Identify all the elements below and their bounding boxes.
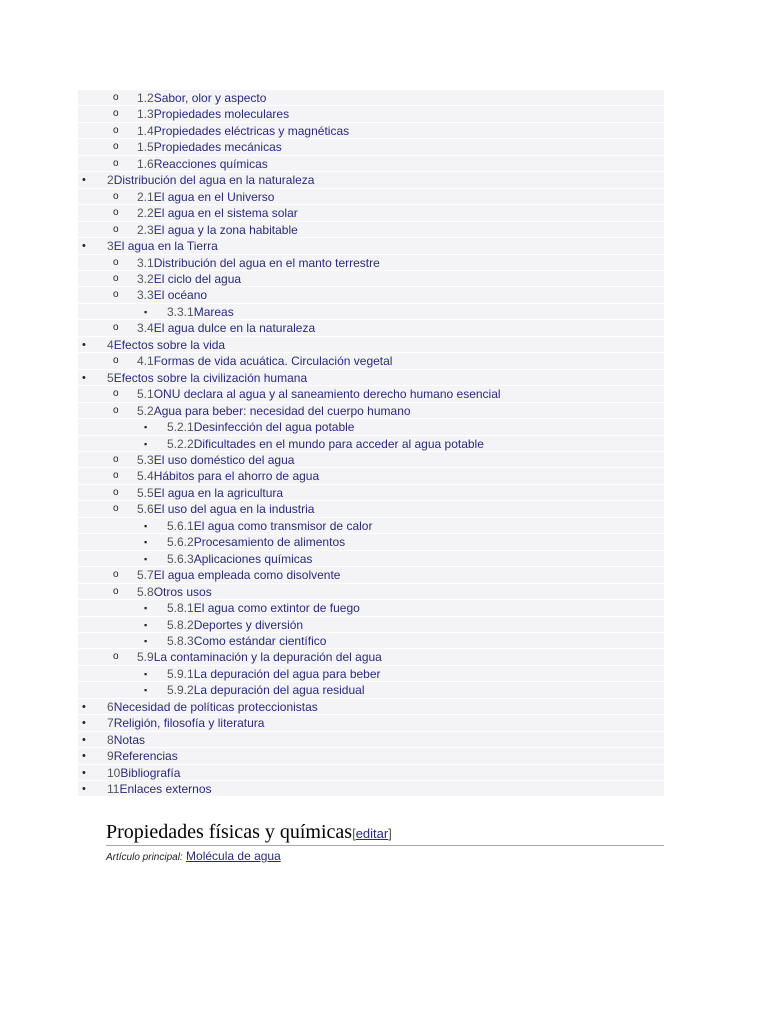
toc-item[interactable] [78,106,664,122]
toc-link[interactable] [137,189,274,205]
toc-link[interactable] [137,649,382,665]
toc-number: 5.8 [137,584,154,599]
toc-text: Religión, filosofía y literatura [113,716,265,731]
list-bullet-icon: o [113,585,119,597]
toc-link[interactable] [137,501,314,517]
toc-number: 5.2 [137,403,154,418]
toc-number: 1.5 [137,140,154,155]
list-bullet-icon: o [113,404,119,416]
toc-item[interactable] [78,139,664,155]
list-bullet-icon: ▪ [144,553,148,564]
toc-item[interactable] [78,222,664,238]
toc-link[interactable] [167,304,234,320]
toc-item[interactable] [78,189,664,205]
list-bullet-icon: • [82,371,86,384]
toc-number: 5.3 [137,452,154,467]
toc-item[interactable] [78,699,664,715]
main-article-link[interactable]: Molécula de agua [186,849,281,863]
toc-link[interactable] [107,765,180,781]
toc-item[interactable] [78,90,664,106]
toc-item[interactable] [78,238,664,254]
toc-number: 3.3.1 [167,304,194,319]
toc-text: Aplicaciones químicas [193,551,313,566]
toc-number: 5.8.1 [167,601,194,616]
toc-text: El agua en el sistema solar [153,206,298,221]
toc-link[interactable] [107,781,212,797]
list-bullet-icon: o [113,569,119,581]
toc-link[interactable] [137,255,380,271]
toc-text: Otros usos [153,584,212,599]
list-bullet-icon: o [113,190,119,202]
toc-text: El uso del agua en la industria [153,502,315,517]
toc-link[interactable] [167,518,372,534]
toc-link[interactable] [137,222,298,238]
toc-text: El agua en la agricultura [153,485,284,500]
list-bullet-icon: • [82,717,86,730]
toc-link[interactable] [137,271,241,287]
toc-text: Sabor, olor y aspecto [153,91,267,105]
list-bullet-icon: • [82,766,86,779]
list-bullet-icon: • [82,174,86,187]
list-bullet-icon: ▪ [144,306,148,317]
toc-text: El agua y la zona habitable [153,222,298,237]
toc-link[interactable] [137,452,294,468]
toc-number: 2.2 [137,206,154,221]
toc-number: 3.1 [137,255,154,270]
toc-item[interactable] [78,337,664,353]
toc-text: Agua para beber: necesidad del cuerpo humano [153,403,411,418]
toc-text: Necesidad de políticas proteccionistas [113,699,318,714]
list-bullet-icon: o [113,141,119,153]
toc-number: 1.4 [137,123,154,138]
toc-text: Distribución del agua en el manto terrestre [153,255,380,270]
toc-link[interactable] [137,468,319,484]
toc-text: Efectos sobre la civilización humana [113,370,308,385]
toc-number: 5.6 [137,502,154,517]
list-bullet-icon: • [82,700,86,713]
toc-number: 5.4 [137,469,154,484]
toc-item[interactable] [78,584,664,600]
toc-number: 5.6.2 [167,535,194,550]
toc-text: ONU declara al agua y al saneamiento derecho humano esencial [153,387,501,402]
toc-number: 6 [107,699,114,714]
toc-number: 1.2 [137,91,154,105]
toc-item[interactable] [78,271,664,287]
edit-bracket-close: ] [388,826,392,841]
toc-link[interactable] [107,748,178,764]
toc-text: Procesamiento de alimentos [193,535,346,550]
toc-link[interactable] [137,123,349,139]
toc-link[interactable] [107,238,218,254]
toc-item[interactable] [78,567,664,583]
list-bullet-icon: ▪ [144,438,148,449]
list-bullet-icon: ▪ [144,685,148,696]
toc-item[interactable] [78,732,664,748]
toc-item[interactable] [78,666,664,682]
toc-number: 2.1 [137,189,154,204]
list-bullet-icon: ▪ [144,668,148,679]
toc-number: 5.2.2 [167,436,194,451]
list-bullet-icon: o [113,223,119,235]
toc-text: El agua como transmisor de calor [193,518,373,533]
toc-text: La depuración del agua residual [193,683,365,698]
toc-item[interactable] [78,403,664,419]
toc-item[interactable] [78,436,664,452]
toc-text: El agua en la Tierra [113,239,218,254]
list-bullet-icon: o [113,651,119,663]
toc-item[interactable] [78,633,664,649]
toc-item[interactable] [78,172,664,188]
toc-number: 1.6 [137,156,154,171]
toc-link[interactable] [137,403,411,419]
toc-text: Propiedades moleculares [153,107,290,122]
list-bullet-icon: • [82,338,86,351]
toc-item[interactable] [78,353,664,369]
toc-number: 5.6.3 [167,551,194,566]
toc-link[interactable] [167,436,484,452]
toc-item[interactable] [78,534,664,550]
list-bullet-icon: o [113,503,119,515]
toc-number: 5.8.2 [167,617,194,632]
toc-item[interactable] [78,600,664,616]
toc-link[interactable] [167,534,345,550]
toc-item[interactable] [78,765,664,781]
toc-item[interactable] [78,287,664,303]
toc-text: Dificultades en el mundo para acceder al agua potable [193,436,484,451]
toc-number: 2 [107,173,114,188]
toc-item[interactable] [78,617,664,633]
toc-text: El ciclo del agua [153,271,242,286]
list-bullet-icon: o [113,453,119,465]
toc-number: 7 [107,716,114,731]
toc-number: 4 [107,337,114,352]
toc-text: Propiedades eléctricas y magnéticas [153,123,350,138]
toc-link[interactable] [137,205,298,221]
toc-number: 4.1 [137,354,154,369]
toc-number: 5.9.1 [167,666,194,681]
toc-text: La depuración del agua para beber [193,666,381,681]
toc-link[interactable] [137,567,340,583]
toc-number: 5.2.1 [167,420,194,435]
list-bullet-icon: o [113,470,119,482]
toc-link[interactable] [137,106,289,122]
toc-link[interactable] [137,90,266,106]
toc-number: 3.2 [137,271,154,286]
list-bullet-icon: o [113,486,119,498]
toc-item[interactable] [78,156,664,172]
list-bullet-icon: o [113,157,119,169]
toc-text: Efectos sobre la vida [113,337,226,352]
toc-text: El agua empleada como disolvente [153,568,341,583]
toc-text: Desinfección del agua potable [193,420,355,435]
toc-item[interactable] [78,468,664,484]
toc-text: Formas de vida acuática. Circulación vegetal [153,354,393,369]
toc-number: 5.6.1 [167,518,194,533]
toc-number: 3 [107,239,114,254]
toc-link[interactable] [107,370,307,386]
toc-text: Hábitos para el ahorro de agua [153,469,320,484]
toc-number: 2.3 [137,222,154,237]
toc-text: La contaminación y la depuración del agua [153,650,382,665]
list-bullet-icon: • [82,783,86,796]
section-title: Propiedades físicas y químicas [106,821,353,843]
section-heading [106,818,664,846]
toc-link[interactable] [137,156,268,172]
toc-item[interactable] [78,255,664,271]
toc-link[interactable] [167,666,381,682]
list-bullet-icon: o [113,355,119,367]
list-bullet-icon: ▪ [144,422,148,433]
toc-text: El agua dulce en la naturaleza [153,321,316,336]
toc-item[interactable] [78,370,664,386]
main-article-hatnote [106,848,281,866]
toc-link[interactable] [167,600,360,616]
toc-link[interactable] [167,617,303,633]
toc-number: 11 [107,782,120,797]
list-bullet-icon: ▪ [144,520,148,531]
list-bullet-icon: o [113,256,119,268]
toc-link[interactable] [107,337,225,353]
toc-link[interactable] [167,682,365,698]
list-bullet-icon: o [113,124,119,136]
list-bullet-icon: ▪ [144,619,148,630]
list-bullet-icon: • [82,750,86,763]
toc-item[interactable] [78,649,664,665]
toc-text: Notas [113,732,146,747]
toc-link[interactable] [167,633,326,649]
edit-bracket-open: [ [352,826,356,841]
toc-number: 5.5 [137,485,154,500]
toc-item[interactable] [78,781,664,797]
list-bullet-icon: o [113,108,119,120]
list-bullet-icon: • [82,733,86,746]
toc-text: Bibliografía [120,765,181,780]
table-of-contents [78,90,664,797]
toc-link[interactable] [137,320,315,336]
toc-item[interactable] [78,123,664,139]
toc-text: Reacciones químicas [153,156,268,171]
toc-text: Mareas [193,304,234,319]
toc-item[interactable] [78,551,664,567]
toc-text: Como estándar científico [193,633,327,648]
hatnote-label: Artículo principal: [106,852,183,863]
list-bullet-icon: ▪ [144,635,148,646]
toc-number: 9 [107,749,114,764]
list-bullet-icon: o [113,272,119,284]
toc-number: 3.4 [137,321,154,336]
edit-section-link[interactable]: editar [355,826,389,841]
toc-link[interactable] [137,584,212,600]
list-bullet-icon: ▪ [144,603,148,614]
toc-link[interactable] [107,699,318,715]
toc-item[interactable] [78,518,664,534]
toc-text: Distribución del agua en la naturaleza [113,173,315,188]
toc-item[interactable] [78,320,664,336]
toc-number: 5 [107,370,114,385]
toc-item[interactable] [78,682,664,698]
toc-link[interactable] [137,139,282,155]
list-bullet-icon: o [113,92,119,103]
toc-number: 5.9 [137,650,154,665]
list-bullet-icon: o [113,207,119,219]
list-bullet-icon: • [82,240,86,253]
toc-link[interactable] [137,353,392,369]
toc-text: El océano [153,288,208,303]
list-bullet-icon: o [113,322,119,334]
toc-number: 5.9.2 [167,683,194,698]
toc-number: 5.7 [137,568,154,583]
toc-link[interactable] [167,551,312,567]
toc-text: Deportes y diversión [193,617,304,632]
toc-link[interactable] [137,287,207,303]
toc-text: El agua en el Universo [153,189,275,204]
list-bullet-icon: o [113,289,119,301]
toc-link[interactable] [137,386,501,402]
list-bullet-icon: ▪ [144,537,148,548]
toc-number: 10 [107,765,121,780]
toc-text: El agua como extintor de fuego [193,601,360,616]
toc-link[interactable] [107,715,264,731]
toc-text: El uso doméstico del agua [153,452,295,467]
list-bullet-icon: o [113,388,119,400]
toc-number: 1.3 [137,107,154,122]
toc-number: 8 [107,732,114,747]
toc-link[interactable] [107,732,145,748]
toc-link[interactable] [167,419,354,435]
toc-item[interactable] [78,485,664,501]
toc-item[interactable] [78,386,664,402]
toc-item[interactable] [78,419,664,435]
toc-text: Propiedades mecánicas [153,140,282,155]
toc-item[interactable] [78,304,664,320]
toc-item[interactable] [78,501,664,517]
toc-text: Referencias [113,749,178,764]
toc-number: 5.8.3 [167,633,194,648]
toc-number: 5.1 [137,387,154,402]
toc-link[interactable] [137,485,283,501]
toc-text: Enlaces externos [119,782,212,797]
toc-item[interactable] [78,452,664,468]
toc-item[interactable] [78,715,664,731]
toc-link[interactable] [107,172,314,188]
toc-number: 3.3 [137,288,154,303]
toc-item[interactable] [78,205,664,221]
toc-item[interactable] [78,748,664,764]
